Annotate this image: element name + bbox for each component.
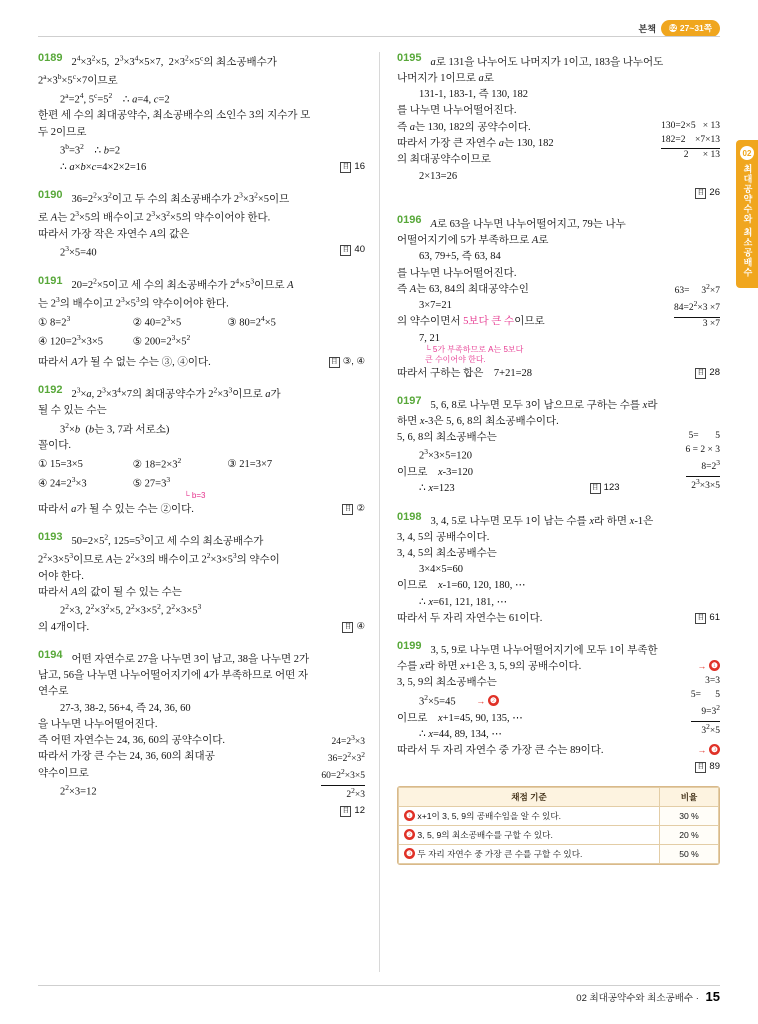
answer-badge: 目 ③, ④ (329, 355, 365, 370)
solution-0189 (38, 52, 365, 176)
answer-badge: 目 28 (695, 366, 720, 381)
solution-0197 (397, 395, 720, 498)
footer-divider (38, 985, 720, 986)
solution-line: $2^2\times 3$, $2^2\times 3^2\times 5$, $2^2\times 3\times 5^2$, $2^2\times 3\times 5^3$ (60, 602, 202, 617)
rubric-ratio-2: 20 % (660, 825, 719, 844)
solution-line: 이므로 x-1=60, 120, 180, ⋯ (397, 580, 526, 592)
solution-line: 따라서 가장 큰 자연수 a는 130, 182 (397, 138, 554, 150)
solution-text: 3, 5, 9로 나누면 나누어떨어지기에 모두 1이 부족한 (430, 645, 658, 657)
calc-line: 5= 5 (690, 690, 720, 701)
rubric-ratio-3: 50 % (660, 844, 719, 863)
solution-line: 따라서 구하는 합은 7+21=28 目 28 (397, 366, 720, 379)
annotation-note (397, 345, 720, 366)
solution-line: 남고, 56을 나누면 나누어떨어지기에 4가 부족하므로 어떤 자 (38, 670, 309, 682)
answer-badge: 目 16 (340, 160, 365, 175)
grading-rubric-table (397, 786, 720, 865)
answer-badge: 目 ④ (342, 620, 365, 635)
solution-line: 따라서 가장 큰 수는 24, 36, 60의 최대공 (38, 751, 215, 763)
solution-line: 이므로 x-3=120 (397, 467, 474, 479)
choice-item: ⑤ $27=3^3$ (132, 474, 171, 490)
solution-line: 를 나누면 나누어떨어진다. (397, 105, 517, 117)
two-column-body (38, 52, 720, 972)
answer-badge: 目 123 (590, 481, 620, 496)
solution-line: 따라서 가장 작은 자연수 A의 값은 (38, 228, 190, 240)
solution-line: ∴ x=44, 89, 134, ⋯ (419, 728, 502, 740)
solution-line: 두 2이므로 (38, 126, 87, 138)
page-header (639, 20, 720, 37)
solution-line: 의 약수이면서 5보다 큰 수이므로 (397, 316, 545, 328)
calc-line: 2 × 13 (683, 150, 720, 161)
header-page-range (661, 20, 720, 37)
choice-list (38, 455, 365, 494)
choice-item: ⑤ $200=2^3\times 5^2$ (132, 332, 191, 348)
answer-badge: 目 12 (340, 805, 365, 816)
header-pill-text: 27~31쪽 (679, 23, 712, 33)
solution-line: $2^a=2^4$, $5^c=5^2$ ∴ a=4, c=2 (60, 90, 170, 106)
solution-line: 이므로 x+1=45, 90, 135, ⋯ (397, 712, 523, 724)
solution-text: 3, 4, 5로 나누면 모두 1이 남는 수를 x라 하면 x-1은 (430, 515, 654, 527)
solution-0199 (397, 640, 720, 864)
rubric-header-criteria: 채점 기준 (399, 787, 660, 806)
problem-number: 0192 (38, 384, 63, 397)
solution-line: $2^a\times 3^b\times 5^c\times 7$이므로 (38, 71, 118, 87)
choice-list (38, 313, 365, 352)
right-column (379, 52, 720, 972)
solution-line: $2^2\times 3=12$ (60, 782, 97, 798)
solution-text: A로 63을 나누면 나누어떨어지고, 79는 나누 (430, 219, 626, 231)
solution-line: 3, 4, 5의 최소공배수는 (397, 547, 497, 559)
solution-line: 즉 A는 63, 84의 최대공약수인 (397, 283, 529, 295)
solution-line: 131-1, 183-1, 즉 130, 182 (419, 89, 529, 101)
calc-line: 3=3 (705, 676, 720, 687)
solution-line: 따라서 두 자리 자연수 중 가장 큰 수는 89이다. → ❸ (397, 743, 720, 759)
solution-line: 따라서 두 자리 자연수는 61이다. 目 61 (397, 612, 720, 624)
rubric-criteria-1: ❶ x+1이 3, 5, 9의 공배수임을 알 수 있다. (399, 806, 660, 825)
solution-text: $20=2^2\times 5$이고 세 수의 최소공배수가 $2^4\times 5^3$이므로 A (71, 276, 294, 291)
side-tab-number: 02 (740, 146, 754, 160)
footer-dot: · (695, 993, 699, 1004)
solution-line: 는 $2^3$의 배수이고 $2^3\times 5^3$의 약수이어야 한다. (38, 294, 229, 310)
calc-line: 63= $3^2\times 7$ (674, 281, 720, 296)
solution-line: ∴ x=123 目 123 (419, 482, 620, 495)
solution-line: 3, 5, 9의 최소공배수는 (397, 677, 497, 689)
solution-line: 를 나누면 나누어떨어진다. (397, 267, 517, 279)
solution-line: 2×13=26 (419, 170, 458, 182)
solution-line: 수를 x라 하면 x+1은 3, 5, 9의 공배수이다. → ❶ (397, 659, 720, 675)
solution-line: 꼴이다. (38, 440, 72, 452)
lcm-sidecalc (691, 675, 720, 738)
annotation-note: └ b=3 (184, 491, 206, 501)
problem-number: 0189 (38, 52, 63, 64)
solution-line: 3, 4, 5의 공배수이다. (397, 531, 490, 543)
solution-line: 따라서 A가 될 수 없는 수는 ③, ④이다. 目 ③, ④ (38, 356, 365, 369)
answer-badge: 目 61 (695, 611, 720, 626)
problem-number: 0191 (38, 274, 63, 287)
answer-badge: 目 89 (695, 761, 720, 772)
solution-line: $3^2\times b$ (b는 3, 7과 서로소) (60, 420, 170, 436)
choice-item: ① $8=2^3$ (38, 313, 71, 329)
calc-line: 3 ×7 (702, 318, 720, 329)
solution-line: ∴ x=61, 121, 181, ⋯ (419, 596, 508, 608)
annotation-line-2: 큰 수이어야 한다. (425, 355, 486, 365)
solution-line: $2^3\times 5=40$ 目 40 (60, 244, 365, 259)
solution-line (38, 803, 365, 819)
calc-line: $2^2\times 3$ (346, 785, 365, 801)
solution-line (397, 759, 720, 775)
page-footer (576, 989, 720, 1004)
calc-line: $84=2^2\times 3 \times 7$ (674, 299, 720, 318)
solution-line: 의 4개이다. 目 ④ (38, 620, 365, 633)
table-row (399, 825, 719, 844)
problem-number: 0199 (397, 640, 422, 653)
solution-line: 을 나누면 나누어떨어진다. (38, 718, 158, 730)
solution-line: 63, 79+5, 즉 63, 84 (419, 251, 501, 263)
solution-0196 (397, 214, 720, 382)
calc-line: 5= 5 (688, 431, 720, 442)
chapter-side-tab (736, 140, 758, 288)
solution-line: 나머지가 1이므로 a로 (397, 72, 494, 84)
choice-item: ② $18=2\times 3^2$ (132, 455, 182, 471)
solution-line: 3×7=21 (419, 300, 452, 312)
solution-line: 될 수 있는 수는 (38, 405, 107, 417)
solution-line: 7, 21 (419, 332, 440, 344)
calc-line: $3^2\times 5$ (701, 721, 720, 737)
solution-line: 어야 한다. (38, 570, 84, 582)
rubric-criteria-2: ❷ 3, 5, 9의 최소공배수를 구할 수 있다. (399, 825, 660, 844)
factorization-sidecalc (661, 120, 720, 163)
solution-line: 한편 세 수의 최대공약수, 최소공배수의 소인수 3의 지수가 모 (38, 110, 311, 122)
solution-0195 (397, 52, 720, 201)
problem-number: 0198 (397, 510, 422, 523)
choice-item: ③ 21=3×7 (227, 459, 273, 471)
annotation-line-1: └ 5가 부족하므로 A는 5보다 (425, 344, 524, 354)
choice-item: ④ $24=2^3\times 3$ (38, 474, 87, 490)
choice-item: ① 15=3×5 (38, 459, 83, 471)
rubric-ratio-1: 30 % (660, 806, 719, 825)
problem-number: 0195 (397, 52, 422, 64)
rubric-criteria-3: ❸ 두 자리 자연수 중 가장 큰 수를 구할 수 있다. (399, 844, 660, 863)
solution-line: 27-3, 38-2, 56+4, 즉 24, 36, 60 (60, 702, 191, 714)
solution-0190 (38, 189, 365, 262)
calc-line: 130=2×5 × 13 (661, 120, 720, 131)
solution-0198 (397, 511, 720, 628)
solution-text: 어떤 자연수로 27을 나누면 3이 남고, 38을 나누면 2가 (71, 654, 310, 666)
calc-line: $24=2^3\times 3$ (331, 733, 365, 748)
header-label: 본책 (638, 23, 656, 34)
header-pill-num: 02 (669, 24, 677, 32)
solution-text: $36=2^2\times 3^2$이고 두 수의 최소공배수가 $2^3\times 3^2\times 5$이므 (71, 190, 290, 206)
solution-line: 즉 a는 130, 182의 공약수이다. (397, 121, 531, 133)
solution-line: 로 A는 $2^3\times 5$의 배수이고 $2^3\times 3^2\times 5$의 약수이어야 한다. (38, 209, 271, 224)
solution-text: $50=2\times 5^2$, $125=5^3$이고 세 수의 최소공배수가 (71, 532, 264, 547)
solution-line: $3^b=3^2$ ∴ b=2 (60, 142, 121, 157)
calc-line: 182=2 ×7×13 (661, 134, 720, 150)
choice-item: ② $40=2^3\times 5$ (132, 313, 182, 329)
solution-line: 연수로 (38, 686, 69, 698)
solution-text: $2^3\times a$, $2^3\times 3^4\times 7$의 최대공약수가 $2^2\times 3^3$이므로 a가 (71, 385, 281, 401)
solution-text: $2^4\times 3^2\times 5$, $2^3\times 3^4\times 5\times 7$, $2\times 3^2\times 5^c$의 최소공배수가 (71, 53, 277, 68)
answer-badge: 目 40 (340, 243, 365, 258)
calc-line: 6 = 2 × 3 (685, 444, 720, 455)
problem-number: 0194 (38, 649, 63, 662)
solution-line: 의 최대공약수이므로 (397, 154, 491, 166)
solution-text: 5, 6, 8로 나누면 모두 3이 남으므로 구하는 수를 x라 (430, 399, 658, 411)
step-marker-2: → ❷ (476, 696, 499, 707)
answer-badge: 目 ② (342, 502, 365, 517)
lcm-sidecalc (686, 430, 720, 493)
footer-page-number: 15 (705, 989, 720, 1004)
solution-0191 (38, 275, 365, 372)
rubric-header-ratio: 비율 (660, 787, 719, 806)
solution-text: a로 131을 나누어도 나머지가 1이고, 183을 나누어도 (430, 57, 664, 68)
table-row (399, 806, 719, 825)
solution-line: 즉 어떤 자연수는 24, 36, 60의 공약수이다. (38, 735, 225, 747)
choice-item: ④ $120=2^3\times 3\times 5$ (38, 332, 104, 348)
solution-line: $3^2\times 5=45$ → ❷ (397, 692, 720, 711)
solution-0193 (38, 531, 365, 636)
solution-line: ∴ a×b×c=4×2×2=16 目 16 (60, 160, 365, 173)
calc-line: $9=3^2$ (691, 703, 720, 722)
solution-line: 따라서 a가 될 수 있는 수는 ②이다. 目 ② (38, 502, 365, 515)
problem-number: 0196 (397, 214, 422, 227)
table-row (399, 844, 719, 863)
header-divider (38, 36, 720, 37)
solution-0192 (38, 384, 365, 518)
solution-line: 3×4×5=60 (419, 564, 464, 576)
calc-line: $8=2^3$ (686, 458, 720, 477)
solution-line: 하면 x-3은 5, 6, 8의 최소공배수이다. (397, 415, 559, 427)
problem-number: 0190 (38, 189, 63, 202)
solution-line: 어떨어지기에 5가 부족하므로 A로 (397, 235, 549, 247)
calc-line: $60=2^2\times 3\times 5$ (321, 767, 365, 786)
step-marker-icon: ❸ (404, 848, 415, 859)
answer-badge: 目 26 (695, 187, 720, 198)
left-column (38, 52, 379, 972)
side-tab-title: 최대공약수와 최소공배수 (742, 164, 753, 278)
solution-line: 약수이므로 (38, 767, 89, 779)
problem-number: 0197 (397, 394, 422, 407)
choice-item: ③ $80=2^4\times 5$ (227, 313, 276, 329)
solution-line: $2^2\times 3\times 5^3$이므로 A는 $2^2\times 3$의 배수이고 $2^2\times 3\times 5^3$의 약수이 (38, 550, 280, 566)
solution-line: 따라서 A의 값이 될 수 있는 수는 (38, 586, 182, 598)
calc-line: $36=2^2\times 3^2$ (327, 750, 365, 765)
solution-0194 (38, 649, 365, 819)
step-marker-3: → ❸ (697, 743, 720, 759)
solution-line: 5, 6, 8의 최소공배수는 (397, 432, 497, 444)
solution-line: $2^3\times 3\times 5=120$ (419, 447, 473, 462)
step-marker-icon: ❷ (404, 829, 415, 840)
factorization-sidecalc (674, 282, 720, 332)
solution-line (397, 185, 720, 201)
factorization-sidecalc (321, 733, 365, 803)
problem-number: 0193 (38, 530, 63, 543)
step-marker-1: → ❶ (697, 659, 720, 675)
step-marker-icon: ❶ (404, 810, 415, 821)
footer-chapter: 02 최대공약수와 최소공배수 (576, 993, 694, 1004)
calc-line: $2^3\times 3\times 5$ (691, 476, 720, 491)
